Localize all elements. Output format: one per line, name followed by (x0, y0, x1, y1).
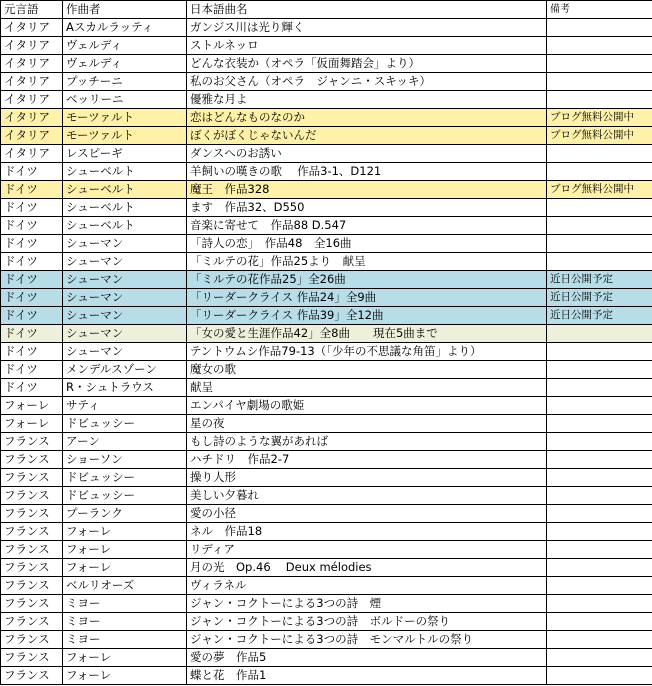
cell-lang[interactable]: ドイツ (1, 253, 63, 271)
cell-composer[interactable]: ヴェルディ (63, 37, 187, 55)
header-title: 日本語曲名 (187, 1, 547, 19)
cell-title[interactable]: ジャン・コクトーによる3つの詩 モンマルトルの祭り (187, 631, 547, 649)
cell-lang[interactable]: ドイツ (1, 181, 63, 199)
table-row (1, 343, 652, 361)
cell-lang[interactable]: フランス (1, 523, 63, 541)
cell-composer[interactable]: ベルリオーズ (63, 577, 187, 595)
table-row (1, 523, 652, 541)
table-row (1, 37, 652, 55)
cell-title[interactable]: ぼくがぼくじゃないんだ (187, 127, 547, 145)
cell-note[interactable] (547, 55, 652, 73)
table-row (1, 109, 652, 127)
cell-title[interactable]: ストルネッロ (187, 37, 547, 55)
cell-note[interactable] (547, 631, 652, 649)
cell-title[interactable]: 星の夜 (187, 415, 547, 433)
cell-lang[interactable]: イタリア (1, 91, 63, 109)
cell-lang[interactable]: ドイツ (1, 325, 63, 343)
cell-title[interactable]: ジャン・コクトーによる3つの詩 ボルドーの祭り (187, 613, 547, 631)
cell-composer[interactable]: シューベルト (63, 199, 187, 217)
cell-composer[interactable]: フォーレ (63, 649, 187, 667)
cell-composer[interactable]: ヴェルディ (63, 55, 187, 73)
cell-lang[interactable]: イタリア (1, 55, 63, 73)
cell-title[interactable]: 蝶と花 作品1 (187, 667, 547, 685)
cell-composer[interactable]: シューマン (63, 235, 187, 253)
table-row (1, 631, 652, 649)
cell-title[interactable]: ジャン・コクトーによる3つの詩 煙 (187, 595, 547, 613)
cell-title[interactable]: 月の光 Op.46 Deux mélodies (187, 559, 547, 577)
cell-title[interactable]: 「ミルテの花」作品25より 献呈 (187, 253, 547, 271)
table-row (1, 163, 652, 181)
cell-lang[interactable]: フランス (1, 451, 63, 469)
cell-lang[interactable]: ドイツ (1, 271, 63, 289)
cell-note[interactable] (547, 415, 652, 433)
cell-note[interactable] (547, 649, 652, 667)
cell-title[interactable]: ハチドリ 作品2-7 (187, 451, 547, 469)
cell-lang[interactable]: フランス (1, 649, 63, 667)
cell-note[interactable] (547, 163, 652, 181)
cell-note[interactable] (547, 487, 652, 505)
table-row (1, 19, 652, 37)
cell-note[interactable] (547, 523, 652, 541)
cell-title[interactable]: 「リーダークライス 作品39」全12曲 (187, 307, 547, 325)
table-row (1, 505, 652, 523)
table-row (1, 127, 652, 145)
cell-composer[interactable]: シューマン (63, 325, 187, 343)
cell-lang[interactable]: フランス (1, 577, 63, 595)
cell-title[interactable]: ガンジス川は光り輝く (187, 19, 547, 37)
cell-note[interactable] (547, 253, 652, 271)
cell-composer[interactable]: ミヨー (63, 631, 187, 649)
cell-note[interactable] (547, 73, 652, 91)
cell-note[interactable] (547, 379, 652, 397)
cell-lang[interactable]: イタリア (1, 109, 63, 127)
cell-title[interactable]: 操り人形 (187, 469, 547, 487)
cell-note[interactable]: ブログ無料公開中 (547, 181, 652, 199)
header-row (1, 1, 652, 19)
table-row (1, 145, 652, 163)
cell-composer[interactable]: ミヨー (63, 613, 187, 631)
cell-note[interactable] (547, 541, 652, 559)
table-row (1, 667, 652, 685)
table-row (1, 649, 652, 667)
table-row (1, 55, 652, 73)
cell-note[interactable] (547, 91, 652, 109)
table-row (1, 487, 652, 505)
cell-composer[interactable]: シューマン (63, 253, 187, 271)
cell-composer[interactable]: R・シュトラウス (63, 379, 187, 397)
cell-note[interactable] (547, 145, 652, 163)
table-row (1, 415, 652, 433)
cell-note[interactable] (547, 325, 652, 343)
cell-title[interactable]: テントウムシ作品79-13（「少年の不思議な角笛」より） (187, 343, 547, 361)
cell-note[interactable] (547, 577, 652, 595)
header-lang: 元言語 (1, 1, 63, 19)
cell-lang[interactable]: フランス (1, 595, 63, 613)
cell-lang[interactable]: フランス (1, 505, 63, 523)
cell-title[interactable]: 羊飼いの嘆きの歌 作品3-1、D121 (187, 163, 547, 181)
cell-title[interactable]: どんな衣装か（オペラ「仮面舞踏会」より） (187, 55, 547, 73)
cell-title[interactable]: 「女の愛と生涯作品42」全8曲 現在5曲まで (187, 325, 547, 343)
cell-composer[interactable]: シューマン (63, 289, 187, 307)
cell-title[interactable]: 美しい夕暮れ (187, 487, 547, 505)
table-row (1, 271, 652, 289)
cell-composer[interactable]: サティ (63, 397, 187, 415)
cell-lang[interactable]: ドイツ (1, 217, 63, 235)
table-row (1, 379, 652, 397)
cell-composer[interactable]: フォーレ (63, 667, 187, 685)
cell-composer[interactable]: プッチーニ (63, 73, 187, 91)
table-row (1, 235, 652, 253)
cell-note[interactable] (547, 343, 652, 361)
cell-note[interactable] (547, 199, 652, 217)
cell-note[interactable] (547, 451, 652, 469)
cell-title[interactable]: 魔王 作品328 (187, 181, 547, 199)
table-row (1, 469, 652, 487)
cell-lang[interactable]: ドイツ (1, 307, 63, 325)
cell-lang[interactable]: フランス (1, 613, 63, 631)
cell-composer[interactable]: ミヨー (63, 595, 187, 613)
cell-composer[interactable]: シューマン (63, 271, 187, 289)
cell-title[interactable]: エンパイヤ劇場の歌姫 (187, 397, 547, 415)
cell-title[interactable]: 献呈 (187, 379, 547, 397)
cell-composer[interactable]: フォーレ (63, 523, 187, 541)
cell-title[interactable]: もし詩のような翼があれば (187, 433, 547, 451)
cell-title[interactable]: 「詩人の恋」 作品48 全16曲 (187, 235, 547, 253)
table-row (1, 307, 652, 325)
cell-composer[interactable]: シューマン (63, 343, 187, 361)
cell-title[interactable]: リディア (187, 541, 547, 559)
cell-composer[interactable]: ドビュッシー (63, 487, 187, 505)
cell-composer[interactable]: ショーソン (63, 451, 187, 469)
header-composer: 作曲者 (63, 1, 187, 19)
cell-title[interactable]: ダンスへのお誘い (187, 145, 547, 163)
cell-composer[interactable]: メンデルスゾーン (63, 361, 187, 379)
table-row (1, 73, 652, 91)
cell-note[interactable] (547, 505, 652, 523)
cell-lang[interactable]: ドイツ (1, 379, 63, 397)
cell-composer[interactable]: モーツァルト (63, 127, 187, 145)
header-note: 備考 (547, 1, 652, 19)
cell-composer[interactable]: シューベルト (63, 163, 187, 181)
cell-composer[interactable]: アーン (63, 433, 187, 451)
cell-note[interactable]: 近日公開予定 (547, 307, 652, 325)
cell-composer[interactable]: フォーレ (63, 559, 187, 577)
cell-composer[interactable]: シューベルト (63, 217, 187, 235)
cell-lang[interactable]: フランス (1, 487, 63, 505)
cell-lang[interactable]: ドイツ (1, 199, 63, 217)
cell-composer[interactable]: ベッリーニ (63, 91, 187, 109)
table-row (1, 253, 652, 271)
cell-note[interactable] (547, 613, 652, 631)
cell-lang[interactable]: ドイツ (1, 361, 63, 379)
cell-note[interactable] (547, 19, 652, 37)
cell-lang[interactable]: ドイツ (1, 235, 63, 253)
cell-lang[interactable]: ドイツ (1, 343, 63, 361)
cell-lang[interactable]: フランス (1, 667, 63, 685)
table-row (1, 199, 652, 217)
cell-lang[interactable]: イタリア (1, 19, 63, 37)
cell-note[interactable] (547, 397, 652, 415)
cell-note[interactable]: ブログ無料公開中 (547, 127, 652, 145)
cell-lang[interactable]: フランス (1, 469, 63, 487)
cell-note[interactable] (547, 217, 652, 235)
cell-composer[interactable]: ドビュッシー (63, 469, 187, 487)
cell-lang[interactable]: フランス (1, 631, 63, 649)
cell-note[interactable] (547, 559, 652, 577)
cell-note[interactable] (547, 433, 652, 451)
cell-lang[interactable]: フォーレ (1, 397, 63, 415)
cell-note[interactable]: ブログ無料公開中 (547, 109, 652, 127)
cell-note[interactable] (547, 37, 652, 55)
cell-lang[interactable]: イタリア (1, 37, 63, 55)
cell-title[interactable]: 私のお父さん（オペラ ジャンニ・スキッキ） (187, 73, 547, 91)
cell-title[interactable]: ヴィラネル (187, 577, 547, 595)
table-row (1, 181, 652, 199)
cell-title[interactable]: 愛の夢 作品5 (187, 649, 547, 667)
table-row (1, 577, 652, 595)
cell-composer[interactable]: フォーレ (63, 541, 187, 559)
cell-composer[interactable]: Aスカルラッティ (63, 19, 187, 37)
cell-note[interactable] (547, 361, 652, 379)
table-row (1, 325, 652, 343)
cell-title[interactable]: 愛の小径 (187, 505, 547, 523)
table-row (1, 397, 652, 415)
table-row (1, 217, 652, 235)
cell-composer[interactable]: プーランク (63, 505, 187, 523)
cell-lang[interactable]: イタリア (1, 127, 63, 145)
cell-composer[interactable]: レスピーギ (63, 145, 187, 163)
cell-title[interactable]: 音楽に寄せて 作品88 D.547 (187, 217, 547, 235)
cell-note[interactable] (547, 595, 652, 613)
cell-lang[interactable]: イタリア (1, 145, 63, 163)
cell-title[interactable]: 「リーダークライス 作品24」全9曲 (187, 289, 547, 307)
cell-title[interactable]: 優雅な月よ (187, 91, 547, 109)
table-row (1, 289, 652, 307)
cell-composer[interactable]: シューベルト (63, 181, 187, 199)
table-row (1, 91, 652, 109)
cell-title[interactable]: 魔女の歌 (187, 361, 547, 379)
table-row (1, 361, 652, 379)
table-row (1, 433, 652, 451)
cell-lang[interactable]: フランス (1, 559, 63, 577)
cell-composer[interactable]: シューマン (63, 307, 187, 325)
table-row (1, 541, 652, 559)
cell-lang[interactable]: イタリア (1, 73, 63, 91)
cell-note[interactable] (547, 469, 652, 487)
cell-title[interactable]: 恋はどんなものなのか (187, 109, 547, 127)
cell-lang[interactable]: フランス (1, 541, 63, 559)
cell-lang[interactable]: フォーレ (1, 415, 63, 433)
cell-lang[interactable]: ドイツ (1, 289, 63, 307)
table-row (1, 451, 652, 469)
table-row (1, 613, 652, 631)
cell-note[interactable] (547, 667, 652, 685)
cell-title[interactable]: ます 作品32、D550 (187, 199, 547, 217)
cell-note[interactable]: 近日公開予定 (547, 289, 652, 307)
cell-lang[interactable]: ドイツ (1, 163, 63, 181)
table-row (1, 559, 652, 577)
cell-composer[interactable]: モーツァルト (63, 109, 187, 127)
table-row (1, 595, 652, 613)
cell-title[interactable]: ネル 作品18 (187, 523, 547, 541)
cell-note[interactable]: 近日公開予定 (547, 271, 652, 289)
cell-composer[interactable]: ドビュッシー (63, 415, 187, 433)
cell-title[interactable]: 「ミルテの花作品25」全26曲 (187, 271, 547, 289)
cell-lang[interactable]: フランス (1, 433, 63, 451)
cell-note[interactable] (547, 235, 652, 253)
